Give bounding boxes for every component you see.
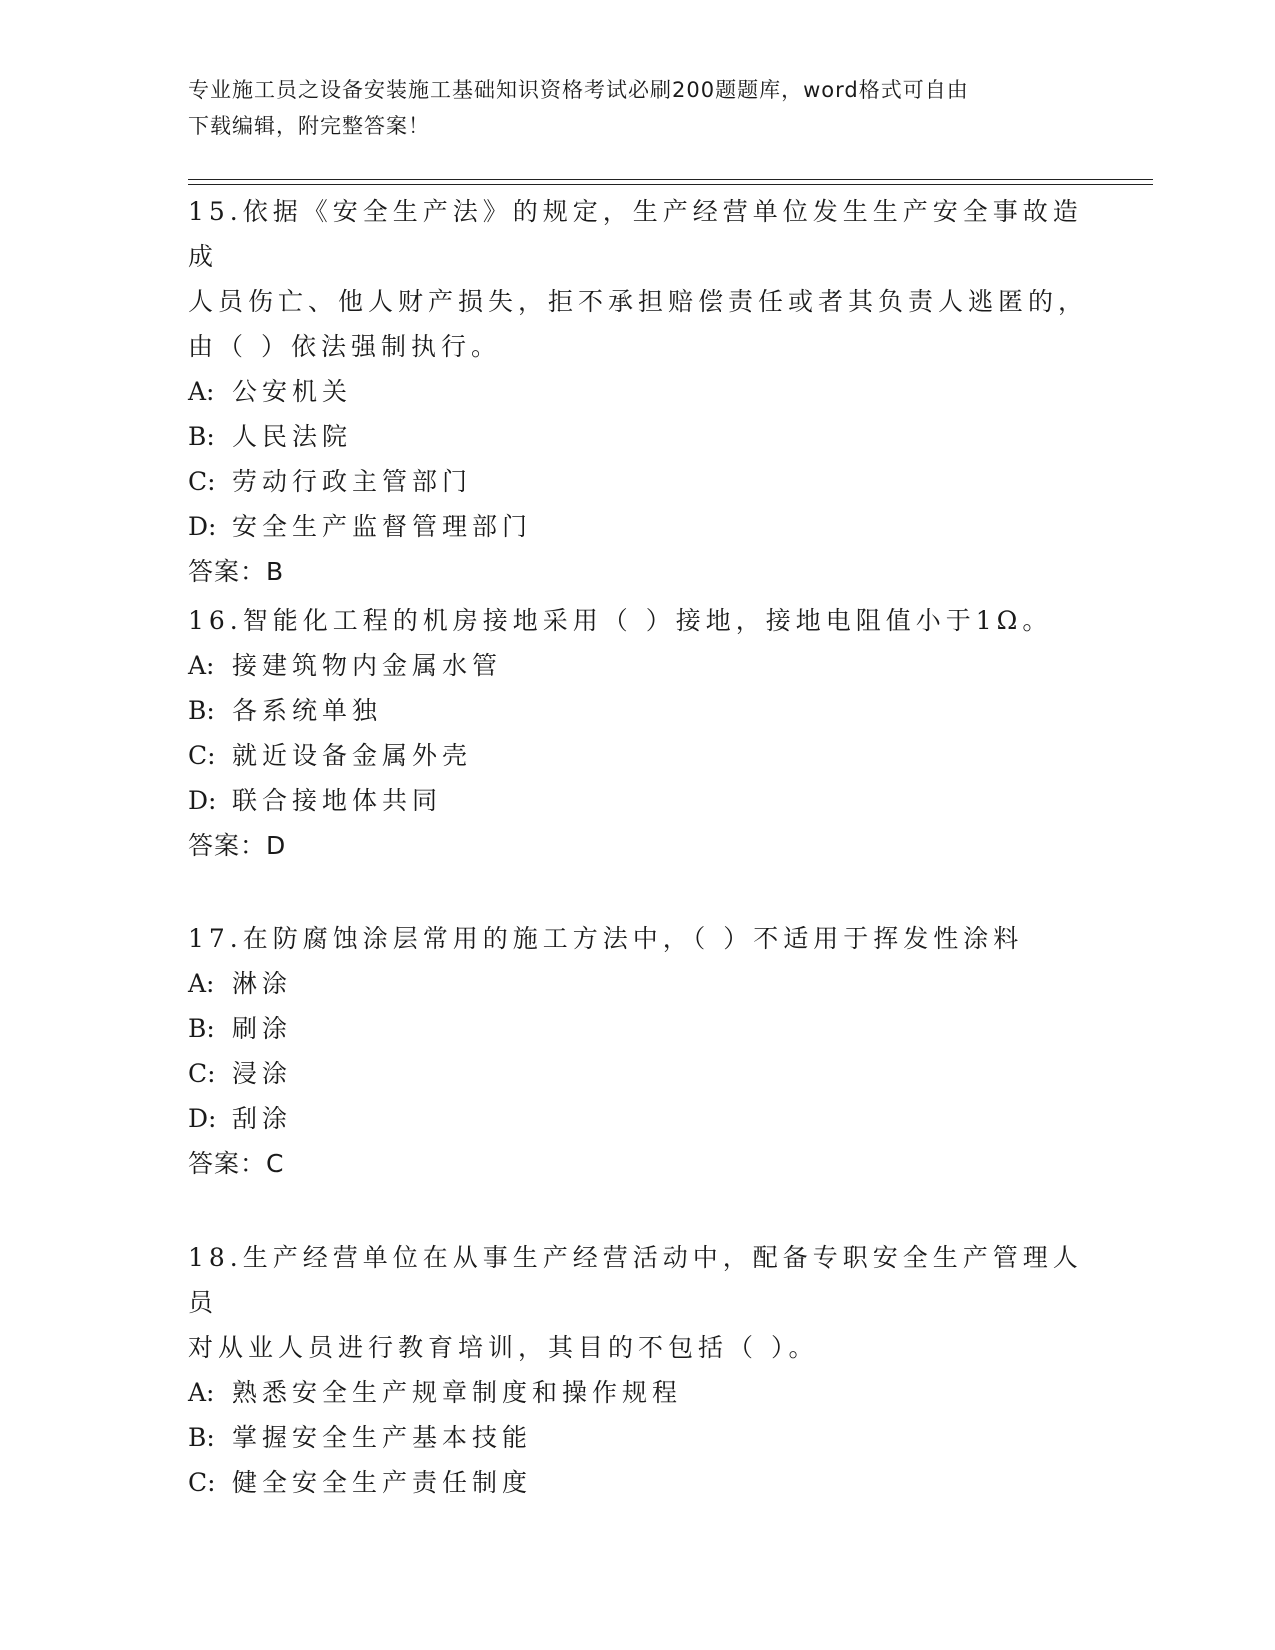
question-17-option-b <box>188 1006 1088 1051</box>
header-title-line-1: 专业施工员之设备安装施工基础知识资格考试必刷200题题库，word格式可自由 <box>188 78 969 102</box>
option-key: B: <box>188 1423 215 1452</box>
question-15-line-1: 15.依据《安全生产法》的规定，生产经营单位发生生产安全事故造成 <box>188 197 1083 271</box>
option-text: 接建筑物内金属水管 <box>232 651 503 680</box>
option-text: 刮涂 <box>232 1104 293 1133</box>
question-16-option-b <box>188 688 1088 733</box>
question-17-answer: 答案：C <box>188 1149 285 1178</box>
document-header <box>188 72 1068 144</box>
option-text: 就近设备金属外壳 <box>232 741 473 770</box>
option-text: 联合接地体共同 <box>232 786 443 815</box>
question-18 <box>188 1235 1088 1505</box>
option-key: D: <box>188 1104 217 1133</box>
option-key: D: <box>188 786 217 815</box>
option-key: C: <box>188 1059 216 1088</box>
option-key: B: <box>188 696 215 725</box>
question-16-line-1: 16.智能化工程的机房接地采用（ ）接地，接地电阻值小于1Ω。 <box>188 606 1053 635</box>
option-key: B: <box>188 422 215 451</box>
question-15-option-d <box>188 504 1088 549</box>
option-text: 刷涂 <box>232 1014 293 1043</box>
question-17-option-c <box>188 1051 1088 1096</box>
question-18-option-c <box>188 1460 1088 1505</box>
question-18-line-2: 对从业人员进行教育培训，其目的不包括（ ）。 <box>188 1333 819 1362</box>
option-text: 浸涂 <box>232 1059 293 1088</box>
question-15 <box>188 189 1088 594</box>
option-key: A: <box>188 651 215 680</box>
question-18-option-b <box>188 1415 1088 1460</box>
question-15-option-a <box>188 369 1088 414</box>
option-text: 公安机关 <box>232 377 353 406</box>
option-key: C: <box>188 467 216 496</box>
question-18-line-1: 18.生产经营单位在从事生产经营活动中，配备专职安全生产管理人员 <box>188 1243 1083 1317</box>
option-key: D: <box>188 512 217 541</box>
option-key: A: <box>188 969 215 998</box>
header-divider-bottom <box>188 184 1153 185</box>
option-text: 掌握安全生产基本技能 <box>232 1423 533 1452</box>
option-key: C: <box>188 1468 216 1497</box>
header-title-line-2: 下载编辑，附完整答案！ <box>188 114 430 138</box>
option-key: A: <box>188 377 215 406</box>
question-17-line-1: 17.在防腐蚀涂层常用的施工方法中，（ ）不适用于挥发性涂料 <box>188 924 1024 953</box>
question-17 <box>188 916 1088 1186</box>
question-15-answer: 答案：B <box>188 557 285 586</box>
option-key: A: <box>188 1378 215 1407</box>
question-15-line-2: 人员伤亡、他人财产损失，拒不承担赔偿责任或者其负责人逃匿的， <box>188 287 1089 316</box>
option-key: C: <box>188 741 216 770</box>
option-text: 劳动行政主管部门 <box>232 467 473 496</box>
header-divider-top <box>188 179 1153 180</box>
question-18-option-a <box>188 1370 1088 1415</box>
question-16 <box>188 598 1088 868</box>
question-17-option-a <box>188 961 1088 1006</box>
option-text: 各系统单独 <box>232 696 383 725</box>
option-text: 安全生产监督管理部门 <box>232 512 533 541</box>
question-16-option-d <box>188 778 1088 823</box>
question-16-answer: 答案：D <box>188 831 287 860</box>
option-text: 人民法院 <box>232 422 353 451</box>
option-text: 健全安全生产责任制度 <box>232 1468 533 1497</box>
question-16-option-a <box>188 643 1088 688</box>
option-text: 熟悉安全生产规章制度和操作规程 <box>232 1378 683 1407</box>
question-17-option-d <box>188 1096 1088 1141</box>
question-15-option-b <box>188 414 1088 459</box>
question-15-option-c <box>188 459 1088 504</box>
option-text: 淋涂 <box>232 969 293 998</box>
option-key: B: <box>188 1014 215 1043</box>
question-16-option-c <box>188 733 1088 778</box>
question-15-line-3: 由（ ）依法强制执行。 <box>188 332 501 361</box>
